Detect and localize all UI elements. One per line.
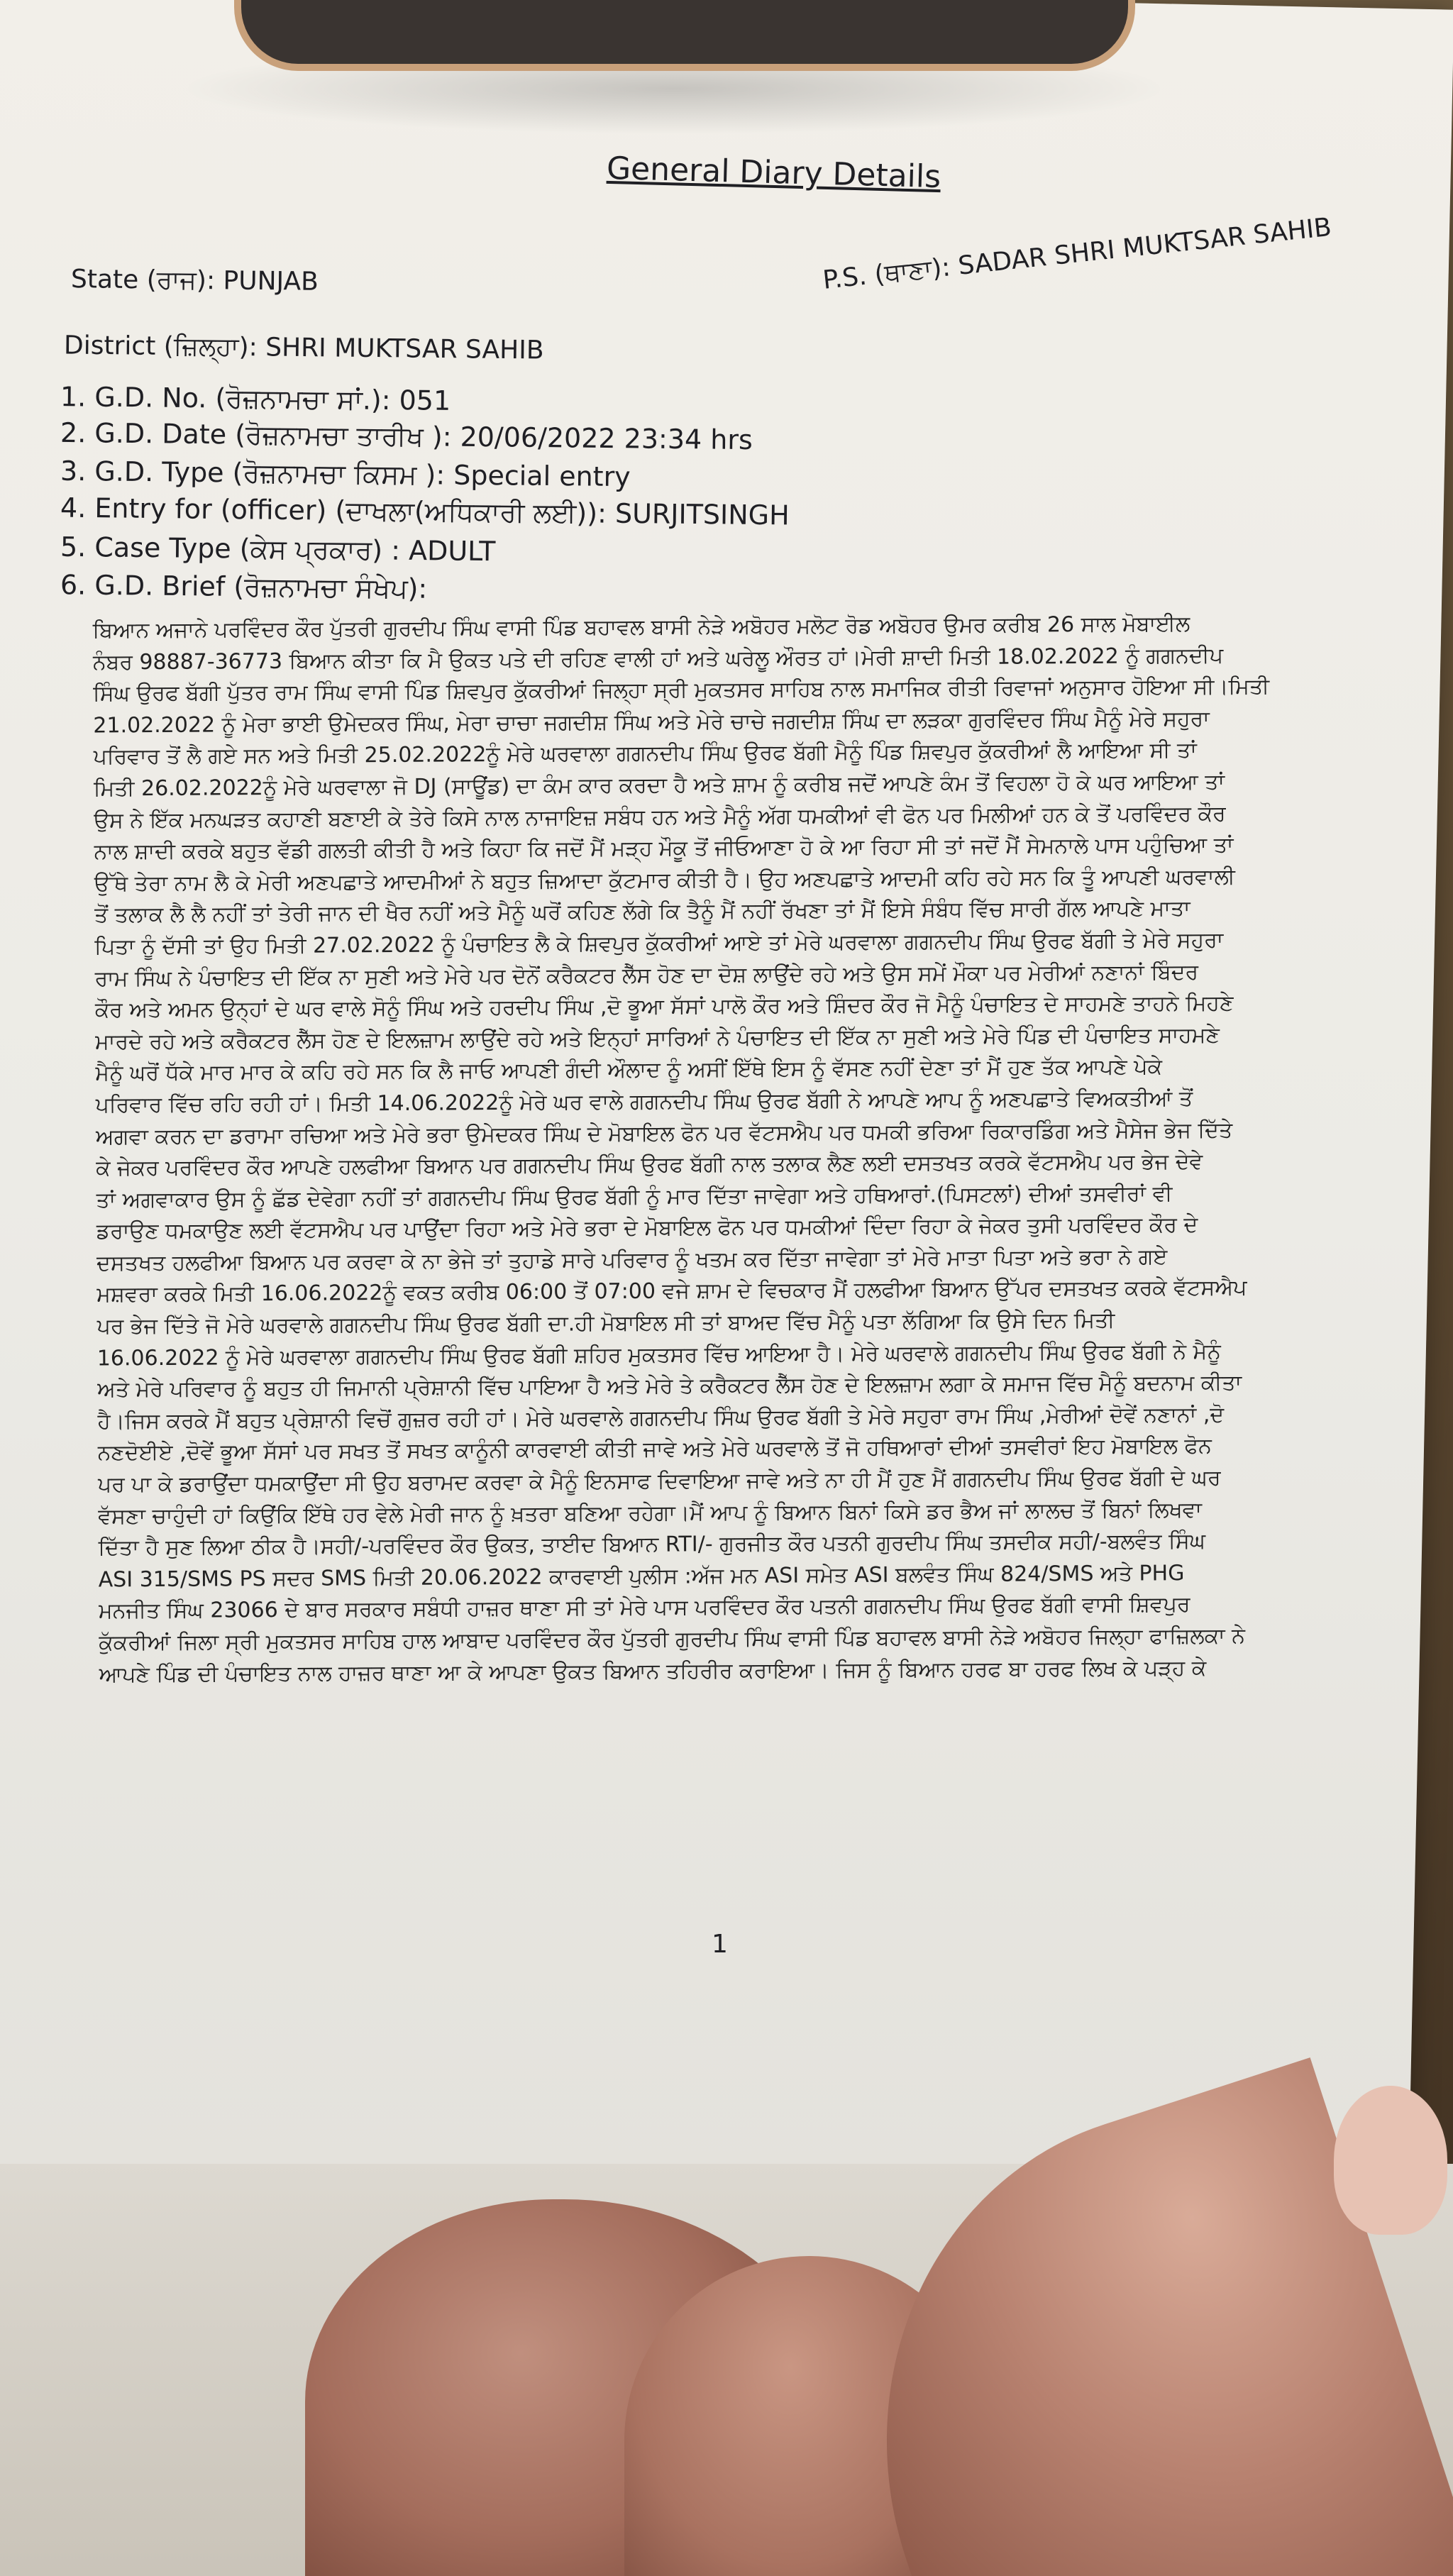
gd-brief-text — [92, 607, 1383, 1691]
brief-line: ਕੁੱਕਰੀਆਂ ਜਿਲਾ ਸ੍ਰੀ ਮੁਕਤਸਰ ਸਾਹਿਬ ਹਾਲ ਆਬਾਦ ਪਰਵਿੰਦਰ ਕੌਰ ਪੁੱਤਰੀ ਗੁਰਦੀਪ ਸਿੰਘ ਵਾਸੀ ਪਿੰਡ ਬਹਾਵਲ ਬਾਸੀ ਨੇੜੇ ਅਬੋਹਰ ਜਿਲ੍ਹਾ ਫਾਜ਼ਿਲਕਾ ਨੇ — [99, 1623, 1246, 1656]
brief-line: ਉਸ ਨੇ ਇੱਕ ਮਨਘੜਤ ਕਹਾਣੀ ਬਣਾਈ ਕੇ ਤੇਰੇ ਕਿਸੇ ਨਾਲ ਨਾਜਾਇਜ਼ ਸਬੰਧ ਹਨ ਅਤੇ ਮੈਨੂੰ ਅੱਗ ਧਮਕੀਆਂ ਵੀ ਫੋਨ ਪਰ ਮਿਲੀਆਂ ਹਨ ਕੇ ਤੋਂ ਪਰਵਿੰਦਰ ਕੌਰ — [94, 801, 1226, 834]
brief-line: ਮਾਰਦੇ ਰਹੇ ਅਤੇ ਕਰੈਕਟਰ ਲੈੱਸ ਹੋਣ ਦੇ ਇਲਜ਼ਾਮ ਲਾਉਂਦੇ ਰਹੇ ਅਤੇ ਇਨ੍ਹਾਂ ਸਾਰਿਆਂ ਨੇ ਪੰਚਾਇਤ ਦੀ ਇੱਕ ਨਾ ਸੁਣੀ ਅਤੇ ਮੇਰੇ ਪਿੰਡ ਦੀ ਪੰਚਾਇਤ ਸਾਹਮਣੇ — [94, 1022, 1220, 1055]
brief-line: ਮਨਜੀਤ ਸਿੰਘ 23066 ਦੇ ਬਾਰ ਸਰਕਾਰ ਸਬੰਧੀ ਹਾਜ਼ਰ ਥਾਣਾ ਸੀ ਤਾਂ ਮੇਰੇ ਪਾਸ ਪਰਵਿੰਦਰ ਕੌਰ ਪਤਨੀ ਗਗਨਦੀਪ ਸਿੰਘ ਉਰਫ ਬੱਗੀ ਵਾਸੀ ਸ਼ਿਵਪੁਰ — [98, 1592, 1190, 1624]
brief-line: ਨਣਦੋਈਏ ,ਦੋਵੇਂ ਭੂਆ ਸੱਸਾਂ ਪਰ ਸਖਤ ਤੋਂ ਸਖਤ ਕਾਨੂੰਨੀ ਕਾਰਵਾਈ ਕੀਤੀ ਜਾਵੇ ਅਤੇ ਮੇਰੇ ਘਰਵਾਲੇ ਤੋਂ ਜੋ ਹਥਿਆਰਾਂ ਦੀਆਂ ਤਸਵੀਰਾਂ ਇਹ ਮੋਬਾਇਲ ਫੋਨ — [97, 1434, 1212, 1466]
police-station-field: P.S. (ਥਾਣਾ): SADAR SHRI MUKTSAR SAHIB — [821, 212, 1333, 295]
brief-line: ਕੌਰ ਅਤੇ ਅਮਨ ਉਨ੍ਹਾਂ ਦੇ ਘਰ ਵਾਲੇ ਸੋਨੂੰ ਸਿੰਘ ਅਤੇ ਹਰਦੀਪ ਸਿੰਘ ,ਦੋ ਭੂਆ ਸੱਸਾਂ ਪਾਲੋ ਕੌਰ ਅਤੇ ਸ਼ਿੰਦਰ ਕੌਰ ਜੋ ਮੈਨੂੰ ਪੰਚਾਇਤ ਦੇ ਸਾਹਮਣੇ ਤਾਹਨੇ ਮਿਹਣੇ — [94, 990, 1234, 1023]
brief-line: ਦਿੱਤਾ ਹੈ ਸੁਣ ਲਿਆ ਠੀਕ ਹੈ।ਸਹੀ/-ਪਰਵਿੰਦਰ ਕੌਰ ਉਕਤ, ਤਾਈਦ ਬਿਆਨ RTI/- ਗੁਰਜੀਤ ਕੌਰ ਪਤਨੀ ਗੁਰਦੀਪ ਸਿੰਘ ਤਸਦੀਕ ਸਹੀ/-ਬਲਵੰਤ ਸਿੰਘ — [98, 1529, 1206, 1561]
district-field: District (ਜ਼ਿਲ੍ਹਾ): SHRI MUKTSAR SAHIB — [63, 331, 544, 365]
brief-line: ਮਸ਼ਵਰਾ ਕਰਕੇ ਮਿਤੀ 16.06.2022ਨੂੰ ਵਕਤ ਕਰੀਬ 06:00 ਤੋਂ 07:00 ਵਜੇ ਸ਼ਾਮ ਦੇ ਵਿਚਕਾਰ ਮੈਂ ਹਲਫੀਆ ਬਿਆਨ ਉੱਪਰ ਦਸਤਖਤ ਕਰਕੇ ਵੱਟਸਐਪ — [96, 1276, 1247, 1308]
brief-line: ਹੈ।ਜਿਸ ਕਰਕੇ ਮੈਂ ਬਹੁਤ ਪ੍ਰੇਸ਼ਾਨੀ ਵਿਚੋਂ ਗੁਜ਼ਰ ਰਹੀ ਹਾਂ। ਮੇਰੇ ਘਰਵਾਲੇ ਗਗਨਦੀਪ ਸਿੰਘ ਉਰਫ ਬੱਗੀ ਤੇ ਮੇਰੇ ਸਹੁਰਾ ਰਾਮ ਸਿੰਘ ,ਮੇਰੀਆਂ ਦੋਵੇਂ ਨਣਾਨਾਂ ,ਦੋ — [97, 1402, 1225, 1435]
state-field: State (ਰਾਜ): PUNJAB — [70, 265, 319, 297]
brief-line: ਨੰਬਰ 98887-36773 ਬਿਆਨ ਕੀਤਾ ਕਿ ਮੈ ਉਕਤ ਪਤੇ ਦੀ ਰਹਿਣ ਵਾਲੀ ਹਾਂ ਅਤੇ ਘਰੇਲੂ ਔਰਤ ਹਾਂ।ਮੇਰੀ ਸ਼ਾਦੀ ਮਿਤੀ 18.02.2022 ਨੂੰ ਗਗਨਦੀਪ — [92, 643, 1224, 675]
brief-line: ਤੋਂ ਤਲਾਕ ਲੈ ਲੈ ਨਹੀਂ ਤਾਂ ਤੇਰੀ ਜਾਨ ਦੀ ਖੈਰ ਨਹੀਂ ਅਤੇ ਮੈਨੂੰ ਘਰੋਂ ਕਹਿਣ ਲੱਗੇ ਕਿ ਤੈਨੂੰ ਮੈਂ ਨਹੀਂ ਰੱਖਣਾ ਤਾਂ ਮੈਂ ਇਸੇ ਸੰਬੰਧ ਵਿੱਚ ਸਾਰੀ ਗੱਲ ਆਪਣੇ ਮਾਤਾ — [94, 896, 1190, 928]
brief-line: ਅਗਵਾ ਕਰਨ ਦਾ ਡਰਾਮਾ ਰਚਿਆ ਅਤੇ ਮੇਰੇ ਭਰਾ ਉਮੇਦਕਰ ਸਿੰਘ ਦੇ ਮੋਬਾਇਲ ਫੋਨ ਪਰ ਵੱਟਸਐਪ ਪਰ ਧਮਕੀ ਭਰਿਆ ਰਿਕਾਰਡਿੰਗ ਅਤੇ ਮੈਸੇਜ ਭੇਜ ਦਿੱਤੇ — [95, 1117, 1233, 1150]
brief-line: ਡਰਾਉਣ ਧਮਕਾਉਣ ਲਈ ਵੱਟਸਐਪ ਪਰ ਪਾਉਂਦਾ ਰਿਹਾ ਅਤੇ ਮੇਰੇ ਭਰਾ ਦੇ ਮੋਬਾਇਲ ਫੋਨ ਪਰ ਧਮਕੀਆਂ ਦਿੰਦਾ ਰਿਹਾ ਕੇ ਜੇਕਰ ਤੁਸੀ ਪਰਵਿੰਦਰ ਕੌਰ ਦੇ — [96, 1212, 1198, 1244]
brief-line: ASI 315/SMS PS ਸਦਰ SMS ਮਿਤੀ 20.06.2022 ਕਾਰਵਾਈ ਪੁਲੀਸ :ਅੱਜ ਮਨ ASI ਸਮੇਤ ASI ਬਲਵੰਤ ਸਿੰਘ 824/SMS ਅਤੇ PHG — [98, 1560, 1185, 1593]
brief-line: ਪਰ ਭੇਜ ਦਿੱਤੇ ਜੋ ਮੇਰੇ ਘਰਵਾਲੇ ਗਗਨਦੀਪ ਸਿੰਘ ਉਰਫ ਬੱਗੀ ਦਾ.ਹੀ ਮੋਬਾਇਲ ਸੀ ਤਾਂ ਬਾਅਦ ਵਿੱਚ ਮੈਨੂੰ ਪਤਾ ਲੱਗਿਆ ਕਿ ਉਸੇ ਦਿਨ ਮਿਤੀ — [96, 1308, 1115, 1339]
brief-line: ਪਰਿਵਾਰ ਤੋਂ ਲੈ ਗਏ ਸਨ ਅਤੇ ਮਿਤੀ 25.02.2022ਨੂੰ ਮੇਰੇ ਘਰਵਾਲਾ ਗਗਨਦੀਪ ਸਿੰਘ ਉਰਫ ਬੱਗੀ ਮੈਨੂੰ ਪਿੰਡ ਸ਼ਿਵਪੁਰ ਕੁੱਕਰੀਆਂ ਲੈ ਆਇਆ ਸੀ ਤਾਂ — [93, 738, 1197, 770]
brief-line: ਦਸਤਖਤ ਹਲਫੀਆ ਬਿਆਨ ਪਰ ਕਰਵਾ ਕੇ ਨਾ ਭੇਜੇ ਤਾਂ ਤੁਹਾਡੇ ਸਾਰੇ ਪਰਿਵਾਰ ਨੂੰ ਖਤਮ ਕਰ ਦਿੱਤਾ ਜਾਵੇਗਾ ਤਾਂ ਮੇਰੇ ਮਾਤਾ ਪਿਤਾ ਅਤੇ ਭਰਾ ਨੇ ਗਏ — [96, 1244, 1168, 1276]
case-type: 5. Case Type (ਕੇਸ ਪ੍ਰਕਾਰ) : ADULT — [60, 531, 496, 568]
thumb-nail — [1334, 2086, 1447, 2235]
brief-line: ਪਰਿਵਾਰ ਵਿੱਚ ਰਹਿ ਰਹੀ ਹਾਂ। ਮਿਤੀ 14.06.2022ਨੂੰ ਮੇਰੇ ਘਰ ਵਾਲੇ ਗਗਨਦੀਪ ਸਿੰਘ ਉਰਫ ਬੱਗੀ ਨੇ ਆਪਣੇ ਆਪ ਨੂੰ ਅਣਪਛਾਤੇ ਵਿਅਕਤੀਆਂ ਤੋਂ — [95, 1085, 1193, 1118]
document-title: General Diary Details — [606, 150, 941, 196]
brief-line: 16.06.2022 ਨੂੰ ਮੇਰੇ ਘਰਵਾਲਾ ਗਗਨਦੀਪ ਸਿੰਘ ਉਰਫ ਬੱਗੀ ਸ਼ਹਿਰ ਮੁਕਤਸਰ ਵਿੱਚ ਆਇਆ ਹੈ। ਮੇਰੇ ਘਰਵਾਲੇ ਗਗਨਦੀਪ ਸਿੰਘ ਉਰਫ ਬੱਗੀ ਨੇ ਮੈਨੂੰ — [96, 1339, 1221, 1371]
gd-brief-label: 6. G.D. Brief (ਰੋਜ਼ਨਾਮਚਾ ਸੰਖੇਪ): — [60, 569, 428, 604]
brief-line: ਤਾਂ ਅਗਵਾਕਾਰ ਉਸ ਨੂੰ ਛੱਡ ਦੇਵੇਗਾ ਨਹੀਂ ਤਾਂ ਗਗਨਦੀਪ ਸਿੰਘ ਉਰਫ ਬੱਗੀ ਨੂੰ ਮਾਰ ਦਿੱਤਾ ਜਾਵੇਗਾ ਅਤੇ ਹਥਿਆਰਾਂ.(ਪਿਸਟਲਾਂ) ਦੀਆਂ ਤਸਵੀਰਾਂ ਵੀ — [96, 1181, 1173, 1213]
brief-line: ਬਿਆਨ ਅਜਾਨੇ ਪਰਵਿੰਦਰ ਕੌਰ ਪੁੱਤਰੀ ਗੁਰਦੀਪ ਸਿੰਘ ਵਾਸੀ ਪਿੰਡ ਬਹਾਵਲ ਬਾਸੀ ਨੇੜੇ ਅਬੋਹਰ ਮਲੋਟ ਰੋਡ ਅਬੋਹਰ ਉਮਰ ਕਰੀਬ 26 ਸਾਲ ਮੋਬਾਈਲ — [92, 612, 1190, 643]
brief-line: ਅਤੇ ਮੇਰੇ ਪਰਿਵਾਰ ਨੂੰ ਬਹੁਤ ਹੀ ਜਿਮਾਨੀ ਪ੍ਰੇਸ਼ਾਨੀ ਵਿੱਚ ਪਾਇਆ ਹੈ ਅਤੇ ਮੇਰੇ ਤੇ ਕਰੈਕਟਰ ਲੈੱਸ ਹੋਣ ਦੇ ਇਲਜ਼ਾਮ ਲਗਾ ਕੇ ਸਮਾਜ ਵਿੱਚ ਮੈਨੂੰ ਬਦਨਾਮ ਕੀਤਾ — [96, 1370, 1242, 1403]
brief-line: ਆਪਣੇ ਪਿੰਡ ਦੀ ਪੰਚਾਇਤ ਨਾਲ ਹਾਜ਼ਰ ਥਾਣਾ ਆ ਕੇ ਆਪਣਾ ਉਕਤ ਬਿਆਨ ਤਹਿਰੀਰ ਕਰਾਇਆ। ਜਿਸ ਨੂੰ ਬਿਆਨ ਹਰਫ ਬਾ ਹਰਫ ਲਿਖ ਕੇ ਪੜ੍ਹ ਕੇ — [99, 1655, 1207, 1688]
gd-type: 3. G.D. Type (ਰੋਜ਼ਨਾਮਚਾ ਕਿਸਮ ): Special entry — [60, 455, 631, 493]
brief-line: ਰਾਮ ਸਿੰਘ ਨੇ ਪੰਚਾਇਤ ਦੀ ਇੱਕ ਨਾ ਸੁਣੀ ਅਤੇ ਮੇਰੇ ਪਰ ਦੋਨੋਂ ਕਰੈਕਟਰ ਲੈੱਸ ਹੋਣ ਦਾ ਦੋਸ਼ ਲਾਉਂਦੇ ਰਹੇ ਅਤੇ ਉਸ ਸਮੇਂ ਮੌਕਾ ਪਰ ਮੇਰੀਆਂ ਨਣਾਨਾਂ ਬਿੰਦਰ — [94, 959, 1199, 992]
entry-for-officer: 4. Entry for (officer) (ਦਾਖਲਾ(ਅਧਿਕਾਰੀ ਲਈ)): SURJITSINGH — [60, 492, 790, 531]
gd-date: 2. G.D. Date (ਰੋਜ਼ਨਾਮਚਾ ਤਾਰੀਖ ): 20/06/2022 23:34 hrs — [60, 416, 753, 456]
brief-line: ਮਿਤੀ 26.02.2022ਨੂੰ ਮੇਰੇ ਘਰਵਾਲਾ ਜੋ DJ (ਸਾਊਂਡ) ਦਾ ਕੰਮ ਕਾਰ ਕਰਦਾ ਹੈ ਅਤੇ ਸ਼ਾਮ ਨੂੰ ਕਰੀਬ ਜਦੋਂ ਆਪਣੇ ਕੰਮ ਤੋਂ ਵਿਹਲਾ ਹੋ ਕੇ ਘਰ ਆਇਆ ਤਾਂ — [93, 769, 1225, 802]
brief-line: ਵੱਸਣਾ ਚਾਹੁੰਦੀ ਹਾਂ ਕਿਉਂਕਿ ਇੱਥੇ ਹਰ ਵੇਲੇ ਮੇਰੀ ਜਾਨ ਨੂੰ ਖ਼ਤਰਾ ਬਣਿਆ ਰਹੇਗਾ।ਮੈਂ ਆਪ ਨੂੰ ਬਿਆਨ ਬਿਨਾਂ ਕਿਸੇ ਡਰ ਭੈਅ ਜਾਂ ਲਾਲਚ ਤੋਂ ਬਿਨਾਂ ਲਿਖਵਾ — [98, 1497, 1203, 1530]
brief-line: 21.02.2022 ਨੂੰ ਮੇਰਾ ਭਾਈ ਉਮੇਦਕਰ ਸਿੰਘ, ਮੇਰਾ ਚਾਚਾ ਜਗਦੀਸ਼ ਸਿੰਘ ਅਤੇ ਮੇਰੇ ਚਾਚੇ ਜਗਦੀਸ਼ ਸਿੰਘ ਦਾ ਲੜਕਾ ਗੁਰਵਿੰਦਰ ਸਿੰਘ ਮੈਨੂੰ ਮੇਰੇ ਸਹੁਰਾ — [93, 706, 1210, 739]
brief-line: ਨਾਲ ਸ਼ਾਦੀ ਕਰਕੇ ਬਹੁਤ ਵੱਡੀ ਗਲਤੀ ਕੀਤੀ ਹੈ ਅਤੇ ਕਿਹਾ ਕਿ ਜਦੋਂ ਮੈਂ ਮੜ੍ਹ ਮੌਕੂ ਤੋਂ ਜੀਓਆਣਾ ਹੋ ਕੇ ਆ ਰਿਹਾ ਸੀ ਤਾਂ ਜਦੋਂ ਮੈਂ ਸੇਮਨਾਲੇ ਪਾਸ ਪਹੁੰਚਿਆ ਤਾਂ — [94, 832, 1234, 865]
page-number: 1 — [712, 1930, 728, 1959]
gd-number: 1. G.D. No. (ਰੋਜ਼ਨਾਮਚਾ ਸਾਂ.): 051 — [60, 381, 451, 416]
brief-line: ਪਰ ਪਾ ਕੇ ਡਰਾਉਂਦਾ ਧਮਕਾਉਂਦਾ ਸੀ ਉਹ ਬਰਾਮਦ ਕਰਵਾ ਕੇ ਮੈਨੂੰ ਇਨਸਾਫ ਦਿਵਾਇਆ ਜਾਵੇ ਅਤੇ ਨਾ ਹੀ ਮੈਂ ਹੁਣ ਮੈਂ ਗਗਨਦੀਪ ਸਿੰਘ ਉਰਫ ਬੱਗੀ ਦੇ ਘਰ — [97, 1465, 1221, 1498]
brief-line: ਸਿੰਘ ਉਰਫ ਬੱਗੀ ਪੁੱਤਰ ਰਾਮ ਸਿੰਘ ਵਾਸੀ ਪਿੰਡ ਸ਼ਿਵਪੁਰ ਕੁੱਕਰੀਆਂ ਜਿਲ੍ਹਾ ਸ੍ਰੀ ਮੁਕਤਸਰ ਸਾਹਿਬ ਨਾਲ ਸਮਾਜਿਕ ਰੀਤੀ ਰਿਵਾਜਾਂ ਅਨੁਸਾਰ ਹੋਇਆ ਸੀ।ਮਿਤੀ — [92, 674, 1270, 707]
brief-line: ਮੈਨੂੰ ਘਰੋਂ ਧੱਕੇ ਮਾਰ ਮਾਰ ਕੇ ਕਹਿ ਰਹੇ ਸਨ ਕਿ ਲੈ ਜਾਓ ਆਪਣੀ ਗੰਦੀ ਔਲਾਦ ਨੂੰ ਅਸੀਂ ਇੱਥੇ ਇਸ ਨੂੰ ਵੱਸਣ ਨਹੀਂ ਦੇਣਾ ਤਾਂ ਮੈਂ ਹੁਣ ਤੱਕ ਆਪਣੇ ਪੇਕੇ — [95, 1054, 1163, 1086]
brief-line: ਕੇ ਜੇਕਰ ਪਰਵਿੰਦਰ ਕੌਰ ਆਪਣੇ ਹਲਫੀਆ ਬਿਆਨ ਪਰ ਗਗਨਦੀਪ ਸਿੰਘ ਉਰਫ ਬੱਗੀ ਨਾਲ ਤਲਾਕ ਲੈਣ ਲਈ ਦਸਤਖਤ ਕਰਕੇ ਵੱਟਸਐਪ ਪਰ ਭੇਜ ਦੇਵੇ — [96, 1149, 1203, 1181]
brief-line: ਪਿਤਾ ਨੂੰ ਦੱਸੀ ਤਾਂ ਉਹ ਮਿਤੀ 27.02.2022 ਨੂੰ ਪੰਚਾਇਤ ਲੈ ਕੇ ਸ਼ਿਵਪੁਰ ਕੁੱਕਰੀਆਂ ਆਏ ਤਾਂ ਮੇਰੇ ਘਰਵਾਲਾ ਗਗਨਦੀਪ ਸਿੰਘ ਉਰਫ ਬੱਗੀ ਤੇ ਮੇਰੇ ਸਹੁਰਾ — [94, 927, 1224, 960]
brief-line: ਉੱਥੇ ਤੇਰਾ ਨਾਮ ਲੈ ਕੇ ਮੇਰੀ ਅਣਪਛਾਤੇ ਆਦਮੀਆਂ ਨੇ ਬਹੁਤ ਜ਼ਿਆਦਾ ਕੁੱਟਮਾਰ ਕੀਤੀ ਹੈ। ਉਹ ਅਣਪਛਾਤੇ ਆਦਮੀ ਕਹਿ ਰਹੇ ਸਨ ਕਿ ਤੂੰ ਆਪਣੀ ਘਰਵਾਲੀ — [94, 864, 1235, 897]
